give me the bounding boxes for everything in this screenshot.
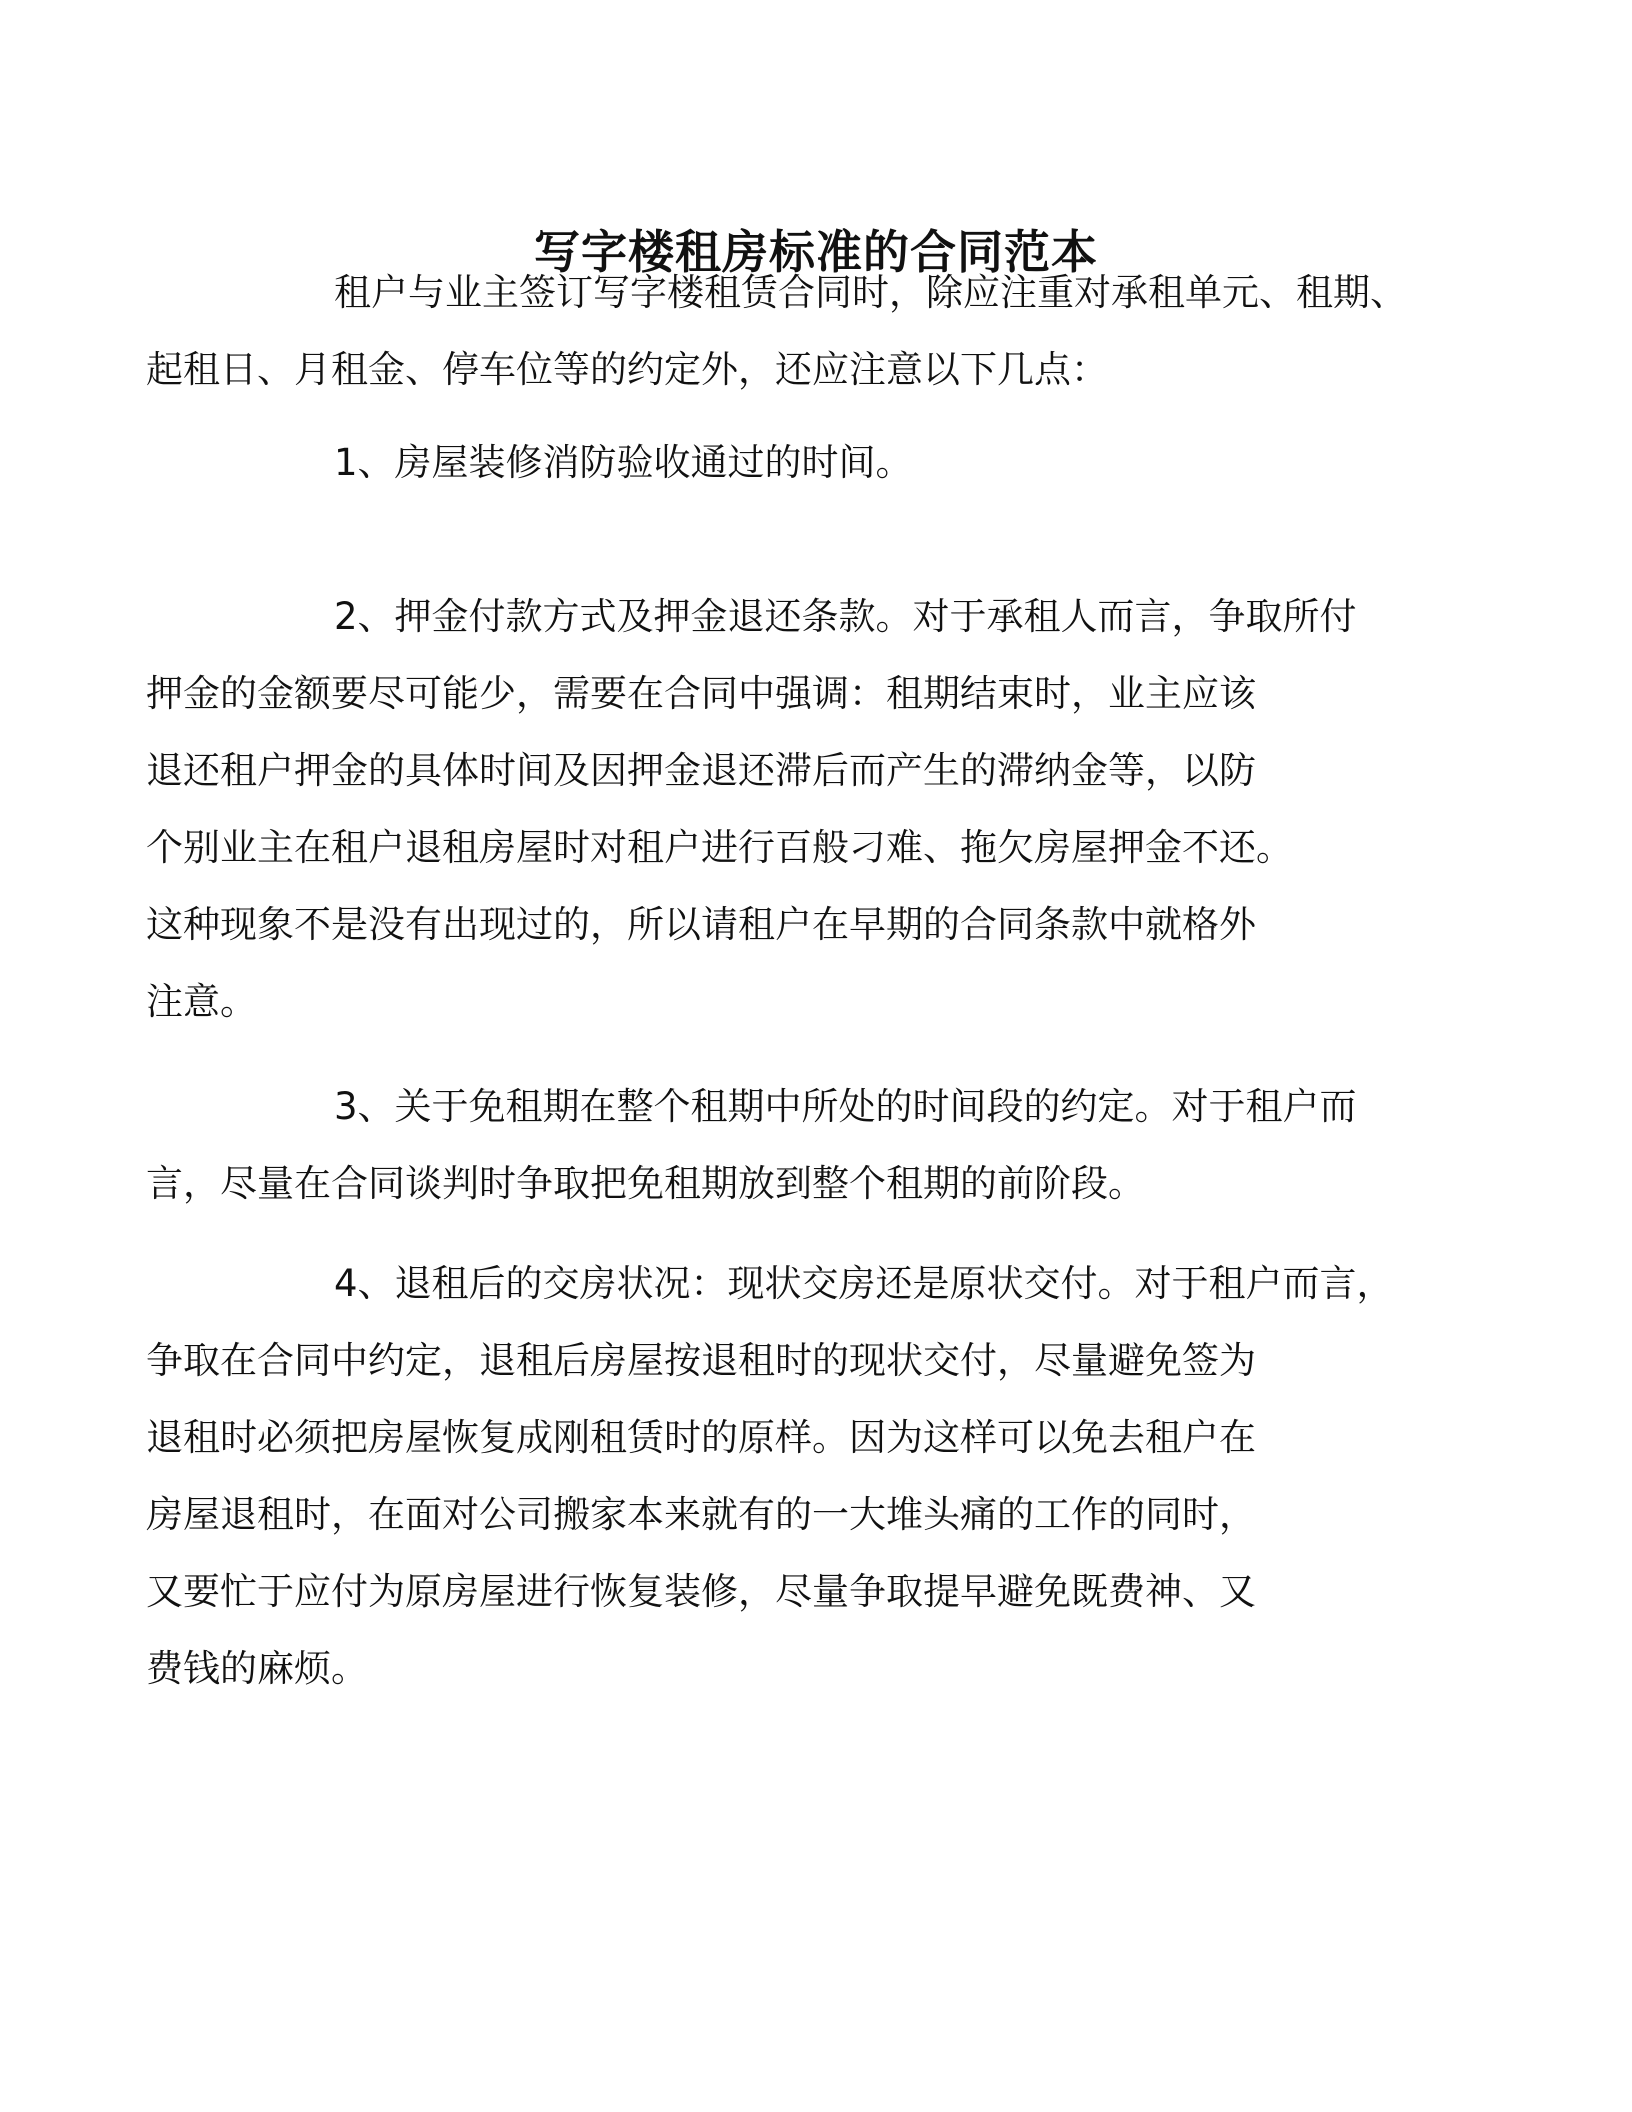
paragraph-item-3 xyxy=(146,1068,1415,1222)
paragraph-line: 退还租户押金的具体时间及因押金退还滞后而产生的滞纳金等，以防 xyxy=(146,749,1256,792)
paragraph-line: 2、押金付款方式及押金退还条款。对于承租人而言，争取所付 xyxy=(334,595,1357,638)
paragraph-line: 个别业主在租户退租房屋时对租户进行百般刁难、拖欠房屋押金不还。 xyxy=(146,826,1293,869)
paragraph-line: 注意。 xyxy=(146,980,257,1023)
paragraph-item-4 xyxy=(146,1245,1415,1707)
paragraph-line: 又要忙于应付为原房屋进行恢复装修，尽量争取提早避免既费神、又 xyxy=(146,1570,1256,1613)
paragraph-line: 言，尽量在合同谈判时争取把免租期放到整个租期的前阶段。 xyxy=(146,1162,1145,1205)
paragraph-line: 房屋退租时，在面对公司搬家本来就有的一大堆头痛的工作的同时， xyxy=(146,1493,1256,1536)
paragraph-intro xyxy=(146,254,1415,408)
paragraph-line: 争取在合同中约定，退租后房屋按退租时的现状交付，尽量避免签为 xyxy=(146,1339,1256,1382)
paragraph-line: 押金的金额要尽可能少，需要在合同中强调：租期结束时，业主应该 xyxy=(146,672,1256,715)
document-title: 写字楼租房标准的合同范本 xyxy=(534,225,1098,279)
paragraph-line: 起租日、月租金、停车位等的约定外，还应注意以下几点： xyxy=(146,348,1108,391)
paragraph-item-2 xyxy=(146,578,1415,1040)
paragraph-item-1 xyxy=(240,424,1415,501)
paragraph-line: 这种现象不是没有出现过的，所以请租户在早期的合同条款中就格外 xyxy=(146,903,1256,946)
paragraph-line: 4、退租后的交房状况：现状交房还是原状交付。对于租户而言， xyxy=(334,1262,1394,1305)
paragraph-line: 1、房屋装修消防验收通过的时间。 xyxy=(334,441,913,484)
paragraph-line: 退租时必须把房屋恢复成刚租赁时的原样。因为这样可以免去租户在 xyxy=(146,1416,1256,1459)
paragraph-line: 租户与业主签订写字楼租赁合同时，除应注重对承租单元、租期、 xyxy=(334,271,1407,314)
paragraph-line: 费钱的麻烦。 xyxy=(146,1647,368,1690)
paragraph-line: 3、关于免租期在整个租期中所处的时间段的约定。对于租户而 xyxy=(334,1085,1357,1128)
